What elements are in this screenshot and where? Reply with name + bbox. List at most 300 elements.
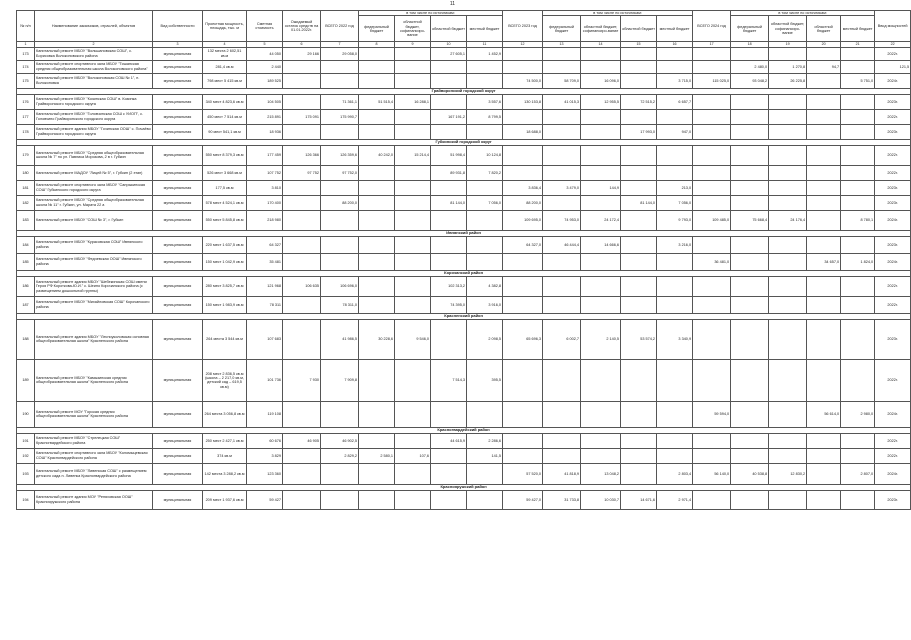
amount-cell [693,448,731,463]
remaining-funds [283,210,321,230]
amount-cell: 27 605,1 [431,47,467,60]
object-name: Капитальный ремонт МБОУ "Стрелецкая СОШ" Красногвардейского района [35,433,153,448]
row-number: 175 [17,73,35,88]
commissioning-year: 2022г. [875,47,911,60]
ownership: муниципальная [153,236,203,253]
capacity: 281,4 кв.м [203,60,247,73]
row-number: 181 [17,180,35,195]
amount-cell [693,165,731,180]
amount-cell [731,94,769,109]
object-name: Капитальный ремонт МБОУ "Средняя общеобразовательная школа № 7" по ул. Павлика Морозова, 2 в г. Губкин [35,145,153,165]
amount-cell [467,253,503,270]
table-row [17,94,911,109]
object-name: Капитальный ремонт здания МБОУ "Гочинская ООШ" с. Почаёво Грайворонского городского округа [35,124,153,139]
commissioning-year: 2022г. [875,448,911,463]
estimated-cost: 3 810 [247,180,283,195]
capacity: 209 мест 1 937,6 кв.м [203,490,247,509]
amount-cell [321,401,359,427]
amount-cell [693,109,731,124]
table-row [17,60,911,73]
table-row [17,463,911,484]
amount-cell: 5 751,0 [841,73,875,88]
amount-cell [321,490,359,509]
header-regional-cof: областной бюджет, софинансиро-вание [395,16,431,42]
amount-cell [395,180,431,195]
amount-cell [693,94,731,109]
amount-cell [621,448,657,463]
table-row [17,276,911,296]
amount-cell: 41 986,5 [321,319,359,359]
table-row [17,73,911,88]
amount-cell [543,359,581,401]
column-number: 18 [731,42,769,47]
object-name: Капитальный ремонт спортивного зала МБОУ "Коломыцевская СОШ" Красногвардейского района [35,448,153,463]
region-label: Грайворонский городской округ [17,88,911,94]
amount-cell [359,463,395,484]
amount-cell [693,145,731,165]
amount-cell [769,253,807,270]
amount-cell [543,124,581,139]
remaining-funds [283,490,321,509]
amount-cell: 2 980,0 [841,401,875,427]
amount-cell [359,433,395,448]
capacity: 798 мест 5 415 кв.м [203,73,247,88]
region-label: Красногвардейский район [17,427,911,433]
amount-cell [395,359,431,401]
amount-cell: 7 514,3 [431,359,467,401]
estimated-cost: 170 400 [247,195,283,210]
amount-cell: 44 615,9 [431,433,467,448]
amount-cell [657,145,693,165]
estimated-cost: 18 936 [247,124,283,139]
amount-cell: 126 359,6 [321,145,359,165]
object-name: Капитальный ремонт МБОУ "Волоконовская СОШ № 1", п. Волоконовка [35,73,153,88]
estimated-cost: 59 427 [247,490,283,509]
amount-cell [807,94,841,109]
amount-cell: 2 580,1 [359,448,395,463]
amount-cell: 107,6 [395,448,431,463]
estimated-cost: 78 311 [247,296,283,313]
ownership: муниципальная [153,463,203,484]
amount-cell [581,296,621,313]
amount-cell: 65 696,3 [503,319,543,359]
table-row [17,253,911,270]
amount-cell [807,180,841,195]
estimated-cost: 123 360 [247,463,283,484]
amount-cell [693,359,731,401]
capacity: 264 места 3 544 кв.м [203,319,247,359]
ownership: муниципальная [153,490,203,509]
amount-cell [841,276,875,296]
amount-cell [467,463,503,484]
table-row [17,47,911,60]
amount-cell [321,253,359,270]
capacity: 142 места 3 288,2 кв.м [203,463,247,484]
ownership: муниципальная [153,94,203,109]
amount-cell [503,433,543,448]
amount-cell [431,448,467,463]
capacity: 132 места 2 602,51 кв.м [203,47,247,60]
amount-cell [503,401,543,427]
capacity: 250 мест 2 427,1 кв.м [203,433,247,448]
remaining-funds [283,253,321,270]
ownership: муниципальная [153,145,203,165]
commissioning-year: 2024г. [875,401,911,427]
amount-cell [581,145,621,165]
amount-cell [807,73,841,88]
amount-cell [467,124,503,139]
amount-cell [431,236,467,253]
amount-cell [321,60,359,73]
amount-cell [841,47,875,60]
table-row [17,359,911,401]
amount-cell [395,47,431,60]
header-local: местный бюджет [467,16,503,42]
ownership: муниципальная [153,401,203,427]
amount-cell: 74 953,0 [543,210,581,230]
amount-cell [807,47,841,60]
amount-cell [359,124,395,139]
capacity: 220 мест 1 637,5 кв.м [203,236,247,253]
amount-cell: 51 998,4 [431,145,467,165]
remaining-funds: 46 905 [283,433,321,448]
amount-cell: 8 799,5 [467,109,503,124]
remaining-funds: 97 752 [283,165,321,180]
amount-cell: 144,9 [581,180,621,195]
column-number: 22 [875,42,911,47]
estimated-cost: 215 891 [247,109,283,124]
amount-cell: 31 733,8 [543,490,581,509]
amount-cell [693,433,731,448]
amount-cell [657,401,693,427]
amount-cell: 9 546,0 [395,319,431,359]
object-name: Капитальный ремонт МБОУ "Михайловская СОШ" Корочанского района [35,296,153,313]
amount-cell [769,180,807,195]
row-number: 183 [17,210,35,230]
amount-cell [321,463,359,484]
amount-cell [621,236,657,253]
amount-cell [841,195,875,210]
amount-cell [395,60,431,73]
ownership: муниципальная [153,109,203,124]
column-number: 21 [841,42,875,47]
amount-cell [807,195,841,210]
table-row [17,490,911,509]
table-row [17,109,911,124]
amount-cell: 18 688,0 [503,124,543,139]
amount-cell [543,165,581,180]
amount-cell: 24 176,4 [769,210,807,230]
remaining-funds: 7 930 [283,359,321,401]
row-number: 180 [17,165,35,180]
amount-cell [503,47,543,60]
amount-cell: 17 993,0 [621,124,657,139]
amount-cell [807,296,841,313]
amount-cell: 56 614,0 [807,401,841,427]
estimated-cost: 35 481 [247,253,283,270]
amount-cell: 14 671,6 [621,490,657,509]
amount-cell: 29 058,0 [321,47,359,60]
amount-cell [395,490,431,509]
ownership: муниципальная [153,124,203,139]
amount-cell: 106 696,0 [321,276,359,296]
amount-cell: 3 916,0 [467,296,503,313]
amount-cell [657,433,693,448]
amount-cell [621,180,657,195]
commissioning-year: 2023г. [875,124,911,139]
amount-cell [431,124,467,139]
header-total-2024: ВСЕГО 2024 год [693,11,731,42]
estimated-cost: 177 459 [247,145,283,165]
amount-cell [581,165,621,180]
amount-cell: 8 780,1 [841,210,875,230]
estimated-cost: 101 736 [247,359,283,401]
amount-cell: 2 971,4 [657,490,693,509]
object-name: Капитальный ремонт МБОУ "Ливенская СОШ" с размещением детского сада п. Ливенка Красногвардейского района [35,463,153,484]
amount-cell [769,165,807,180]
amount-cell [467,60,503,73]
amount-cell [621,433,657,448]
amount-cell [359,165,395,180]
amount-cell [581,401,621,427]
amount-cell [693,180,731,195]
column-number: 12 [503,42,543,47]
object-name: Капитальный ремонт МБОУ "СОШ № 3", г. Губкин [35,210,153,230]
amount-cell: 7 056,0 [657,195,693,210]
amount-cell: 947,0 [657,124,693,139]
commissioning-year: 2022г. [875,433,911,448]
amount-cell [731,490,769,509]
object-name: Капитальный ремонт здания МОУ "Репяховская ООШ" Краснояружского района [35,490,153,509]
amount-cell: 94,7 [807,60,841,73]
amount-cell [807,448,841,463]
amount-cell: 7 056,0 [467,195,503,210]
amount-cell [395,276,431,296]
amount-cell [621,165,657,180]
amount-cell: 2 140,5 [581,319,621,359]
row-number: 192 [17,448,35,463]
amount-cell [543,47,581,60]
amount-cell: 57 520,0 [503,463,543,484]
estimated-cost: 218 980 [247,210,283,230]
amount-cell [807,490,841,509]
amount-cell [395,165,431,180]
table-row [17,210,911,230]
amount-cell [657,253,693,270]
amount-cell: 56 140,0 [693,463,731,484]
amount-cell [543,433,581,448]
amount-cell [731,448,769,463]
amount-cell [807,236,841,253]
header-federal: федеральный бюджет [731,16,769,42]
amount-cell [503,448,543,463]
amount-cell [841,165,875,180]
amount-cell [807,109,841,124]
amount-cell [731,165,769,180]
amount-cell: 40 242,0 [359,145,395,165]
estimated-cost: 107 752 [247,165,283,180]
amount-cell: 75 668,4 [731,210,769,230]
object-name: Капитальный ремонт здания МБОУ "Шебекинская СОШ имени Героя РФ Короткова-Ю.И." с. Шеино Корочанского района (с размещением дошкольной группы) [35,276,153,296]
amount-cell [841,448,875,463]
amount-cell [841,236,875,253]
estimated-cost: 121 968 [247,276,283,296]
amount-cell [841,145,875,165]
amount-cell [503,165,543,180]
amount-cell: 10 030,7 [581,490,621,509]
amount-cell: 93 048,2 [731,73,769,88]
amount-cell: 40 538,8 [731,463,769,484]
amount-cell [841,60,875,73]
commissioning-year: 2022г. [875,359,911,401]
amount-cell: 34 657,0 [807,253,841,270]
amount-cell [731,319,769,359]
amount-cell [769,448,807,463]
amount-cell: 97 752,0 [321,165,359,180]
amount-cell [769,433,807,448]
amount-cell [467,210,503,230]
header-remain: Ожидаемый остаток средств на 01.01.2022г. [283,11,321,42]
amount-cell [621,276,657,296]
header-sources-2022: в том числе по источникам: [359,11,503,16]
amount-cell [841,94,875,109]
amount-cell [359,490,395,509]
header-commissioning: Ввод мощностей [875,11,911,42]
amount-cell: 141,5 [467,448,503,463]
amount-cell [621,210,657,230]
table-row [17,448,911,463]
row-number: 178 [17,124,35,139]
header-ownership: Вид собственности [153,11,203,42]
amount-cell [543,109,581,124]
amount-cell [693,236,731,253]
amount-cell [621,253,657,270]
commissioning-year: 2024г. [875,210,911,230]
region-label: Ивнянский район [17,230,911,236]
header-regional-cof: областной бюджет, софинансиро-вание [769,16,807,42]
amount-cell: 1 824,0 [841,253,875,270]
amount-cell: 78 311,0 [321,296,359,313]
amount-cell [693,47,731,60]
amount-cell [621,109,657,124]
remaining-funds [283,296,321,313]
amount-cell [657,296,693,313]
estimated-cost: 60 676 [247,433,283,448]
amount-cell [431,94,467,109]
amount-cell: 16 096,0 [581,73,621,88]
row-number: 189 [17,359,35,401]
commissioning-year: 2023г. [875,236,911,253]
row-number: 186 [17,276,35,296]
commissioning-year: 2023г. [875,94,911,109]
table-row [17,433,911,448]
amount-cell [543,276,581,296]
column-number: 4 [203,42,247,47]
amount-cell [731,236,769,253]
header-cost: Сметная стоимость [247,11,283,42]
amount-cell: 3 479,0 [543,180,581,195]
amount-cell [581,124,621,139]
row-number: 177 [17,109,35,124]
amount-cell [581,195,621,210]
amount-cell: 2 829,2 [321,448,359,463]
amount-cell [621,401,657,427]
amount-cell: 2 807,0 [841,463,875,484]
amount-cell [807,276,841,296]
amount-cell [731,195,769,210]
remaining-funds [283,401,321,427]
commissioning-year: 2022г. [875,165,911,180]
amount-cell [657,448,693,463]
amount-cell [581,359,621,401]
estimated-cost: 44 050 [247,47,283,60]
amount-cell: 2 098,5 [467,319,503,359]
amount-cell: 3 340,9 [657,319,693,359]
amount-cell [731,145,769,165]
amount-cell: 72 515,2 [621,94,657,109]
header-total-2023: ВСЕГО 2023 год [503,11,543,42]
capacity: 90 мест 541,1 кв.м [203,124,247,139]
amount-cell: 121,5 [875,60,911,73]
amount-cell: 15 214,4 [395,145,431,165]
remaining-funds [283,124,321,139]
amount-cell [395,124,431,139]
table-row [17,401,911,427]
amount-cell [359,296,395,313]
amount-cell [621,463,657,484]
amount-cell [769,359,807,401]
amount-cell [807,359,841,401]
amount-cell: 6 002,7 [543,319,581,359]
amount-cell: 109 695,0 [503,210,543,230]
amount-cell: 41 015,3 [543,94,581,109]
amount-cell [731,296,769,313]
amount-cell [431,401,467,427]
row-number: 185 [17,253,35,270]
row-number: 184 [17,236,35,253]
amount-cell: 109 485,0 [693,210,731,230]
amount-cell [841,319,875,359]
row-number: 173 [17,47,35,60]
amount-cell: 26 225,8 [769,73,807,88]
column-number: 5 [247,42,283,47]
table-row [17,124,911,139]
amount-cell [657,359,693,401]
object-name: Капитальный ремонт МБОУ "Федчевская ООШ" Ивнянского района [35,253,153,270]
amount-cell: 10 124,8 [467,145,503,165]
amount-cell: 24 172,4 [581,210,621,230]
amount-cell: 6 657,7 [657,94,693,109]
remaining-funds [283,73,321,88]
ownership: муниципальная [153,253,203,270]
commissioning-year: 2024г. [875,73,911,88]
row-number: 176 [17,94,35,109]
amount-cell [581,433,621,448]
amount-cell [657,165,693,180]
amount-cell: 81 144,0 [431,195,467,210]
amount-cell: 2 480,0 [731,60,769,73]
amount-cell: 46 902,5 [321,433,359,448]
amount-cell: 12 955,5 [581,94,621,109]
amount-cell: 59 594,0 [693,401,731,427]
amount-cell [359,109,395,124]
estimated-cost: 119 108 [247,401,283,427]
header-federal: федеральный бюджет [359,16,395,42]
ownership: муниципальная [153,180,203,195]
amount-cell [807,210,841,230]
amount-cell [543,60,581,73]
amount-cell [693,195,731,210]
